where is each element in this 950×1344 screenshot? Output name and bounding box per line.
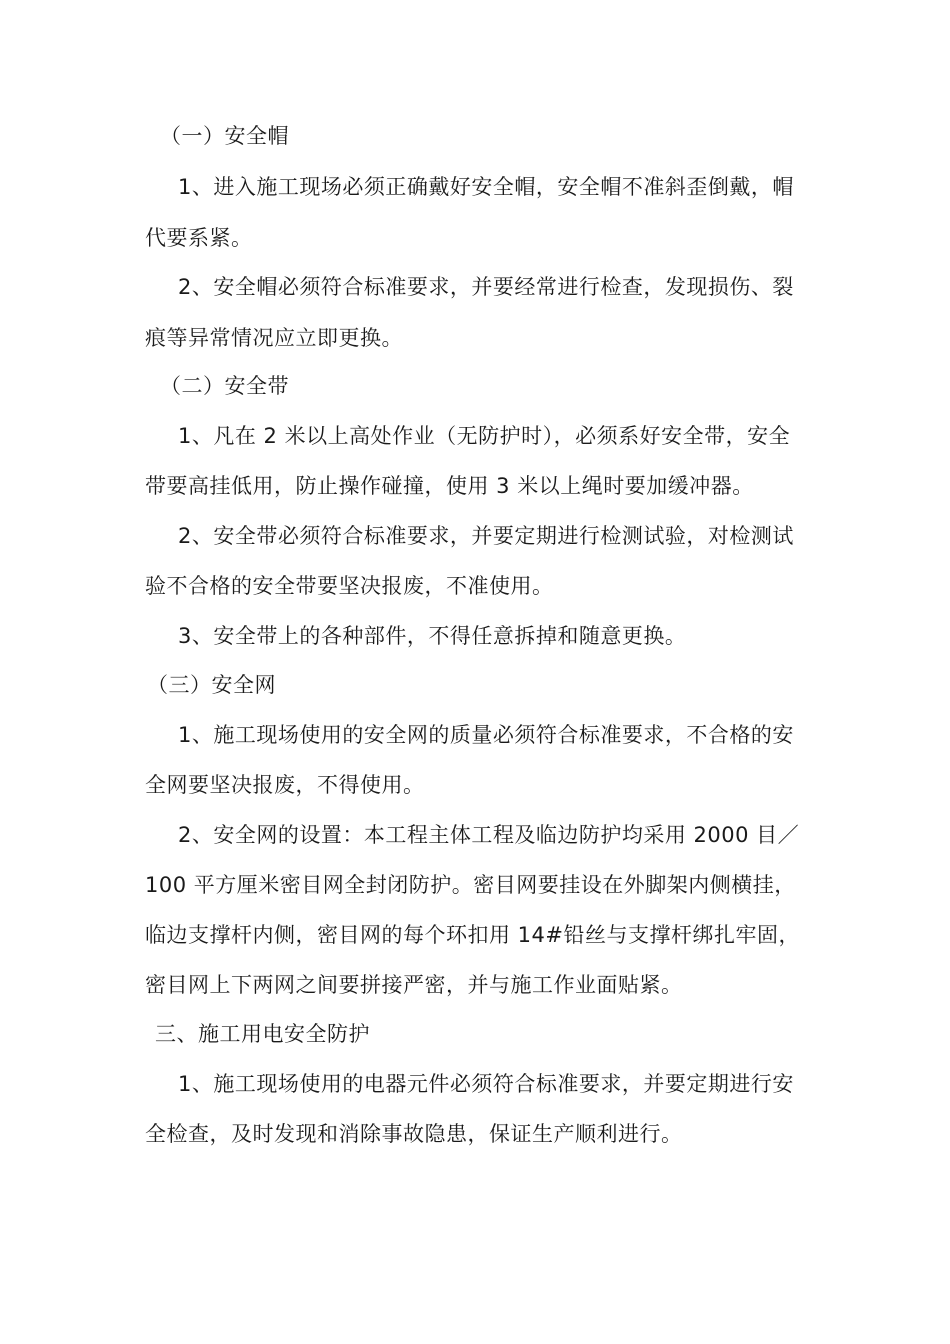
paragraph-line: 1、进入施工现场必须正确戴好安全帽，安全帽不准斜歪倒戴，帽 (178, 175, 794, 199)
paragraph-line: 临边支撑杆内侧，密目网的每个环扣用 14#铅丝与支撑杆绑扎牢固， (145, 923, 800, 947)
paragraph-line: 代要系紧。 (145, 226, 253, 250)
heading-safety-helmet: （一）安全帽 (160, 124, 289, 148)
paragraph-line: 全检查，及时发现和消除事故隐患，保证生产顺利进行。 (145, 1122, 683, 1146)
paragraph-line: 验不合格的安全带要坚决报废，不准使用。 (145, 574, 554, 598)
paragraph-line: 带要高挂低用，防止操作碰撞，使用 3 米以上绳时要加缓冲器。 (145, 474, 754, 498)
paragraph-line: 痕等异常情况应立即更换。 (145, 326, 403, 350)
paragraph-line: 全网要坚决报废，不得使用。 (145, 773, 425, 797)
paragraph-line: 1、凡在 2 米以上高处作业（无防护时），必须系好安全带，安全 (178, 424, 791, 448)
paragraph-line: 100 平方厘米密目网全封闭防护。密目网要挂设在外脚架内侧横挂， (145, 873, 796, 897)
heading-safety-net: （三）安全网 (147, 673, 276, 697)
paragraph-line: 2、安全帽必须符合标准要求，并要经常进行检查，发现损伤、裂 (178, 275, 794, 299)
paragraph-line: 2、安全带必须符合标准要求，并要定期进行检测试验，对检测试 (178, 524, 794, 548)
paragraph-line: 密目网上下两网之间要拼接严密，并与施工作业面贴紧。 (145, 973, 683, 997)
paragraph-line: 2、安全网的设置：本工程主体工程及临边防护均采用 2000 目／ (178, 823, 800, 847)
heading-safety-belt: （二）安全带 (160, 374, 289, 398)
heading-electrical-safety: 三、施工用电安全防护 (155, 1022, 370, 1046)
paragraph-line: 3、安全带上的各种部件，不得任意拆掉和随意更换。 (178, 624, 687, 648)
paragraph-line: 1、施工现场使用的安全网的质量必须符合标准要求，不合格的安 (178, 723, 794, 747)
paragraph-line: 1、施工现场使用的电器元件必须符合标准要求，并要定期进行安 (178, 1072, 794, 1096)
